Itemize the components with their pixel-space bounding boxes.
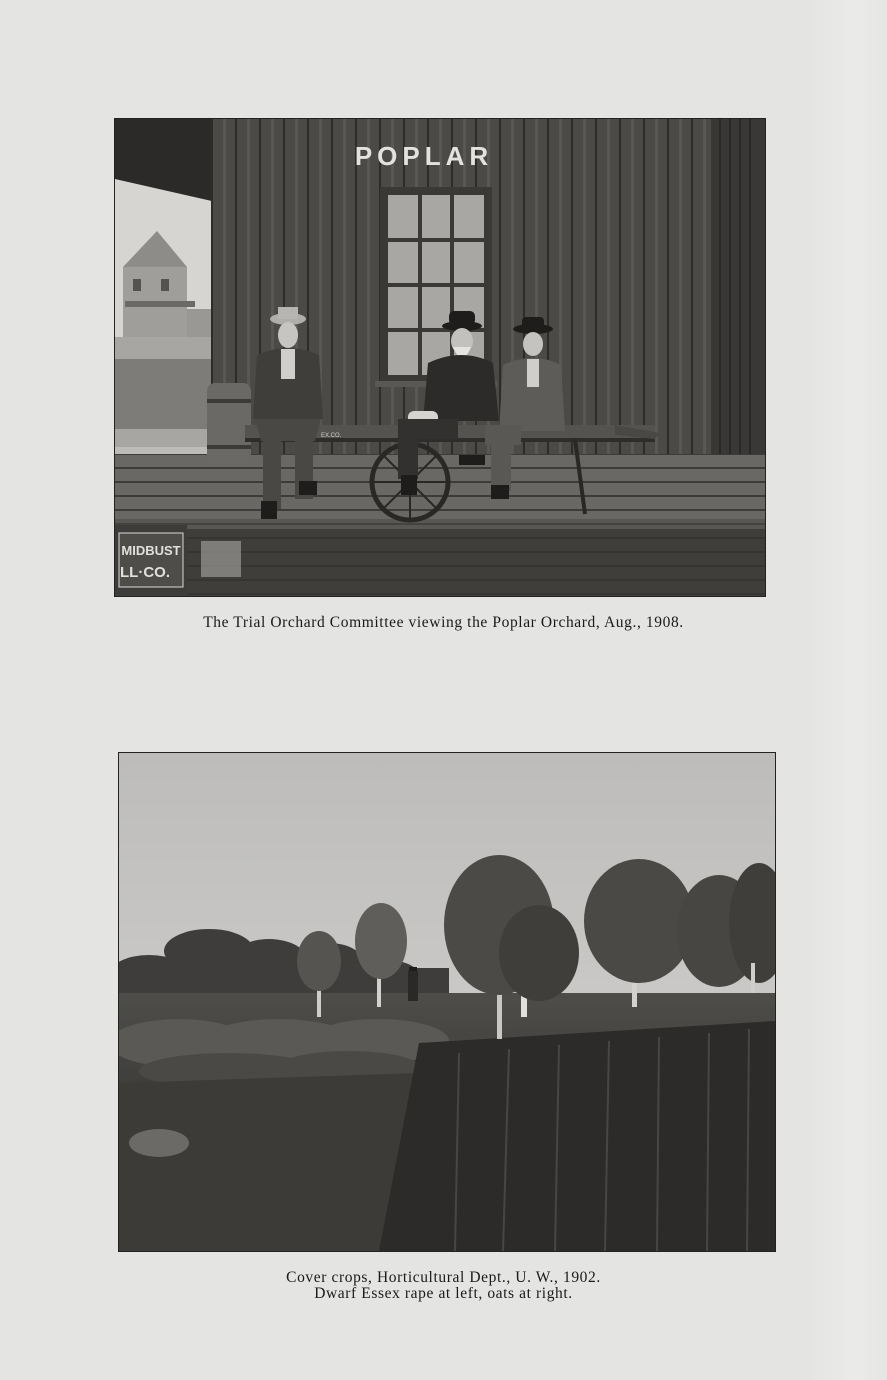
standing-figure — [408, 967, 418, 1001]
barrel — [207, 383, 251, 465]
poplar-station-illustration — [115, 119, 765, 596]
station-window — [375, 187, 497, 387]
caption-bottom-line2: Dwarf Essex rape at left, oats at right. — [314, 1285, 573, 1302]
page-edge-shading — [807, 0, 887, 1380]
station-sign: POPLAR — [354, 141, 494, 171]
cover-crops-illustration — [119, 753, 775, 1251]
caption-top: The Trial Orchard Committee viewing the Poplar Orchard, Aug., 1908. — [203, 614, 684, 631]
bag-label-line2: LL·CO. — [120, 564, 170, 581]
cart-marking: EX.CO. — [321, 433, 342, 439]
caption-bottom-line1: Cover crops, Horticultural Dept., U. W., 1902. — [286, 1269, 601, 1286]
photo-cover-crops — [118, 752, 776, 1252]
photo-poplar-station — [114, 118, 766, 597]
bag-label-line1: MIDBUST — [121, 543, 181, 558]
